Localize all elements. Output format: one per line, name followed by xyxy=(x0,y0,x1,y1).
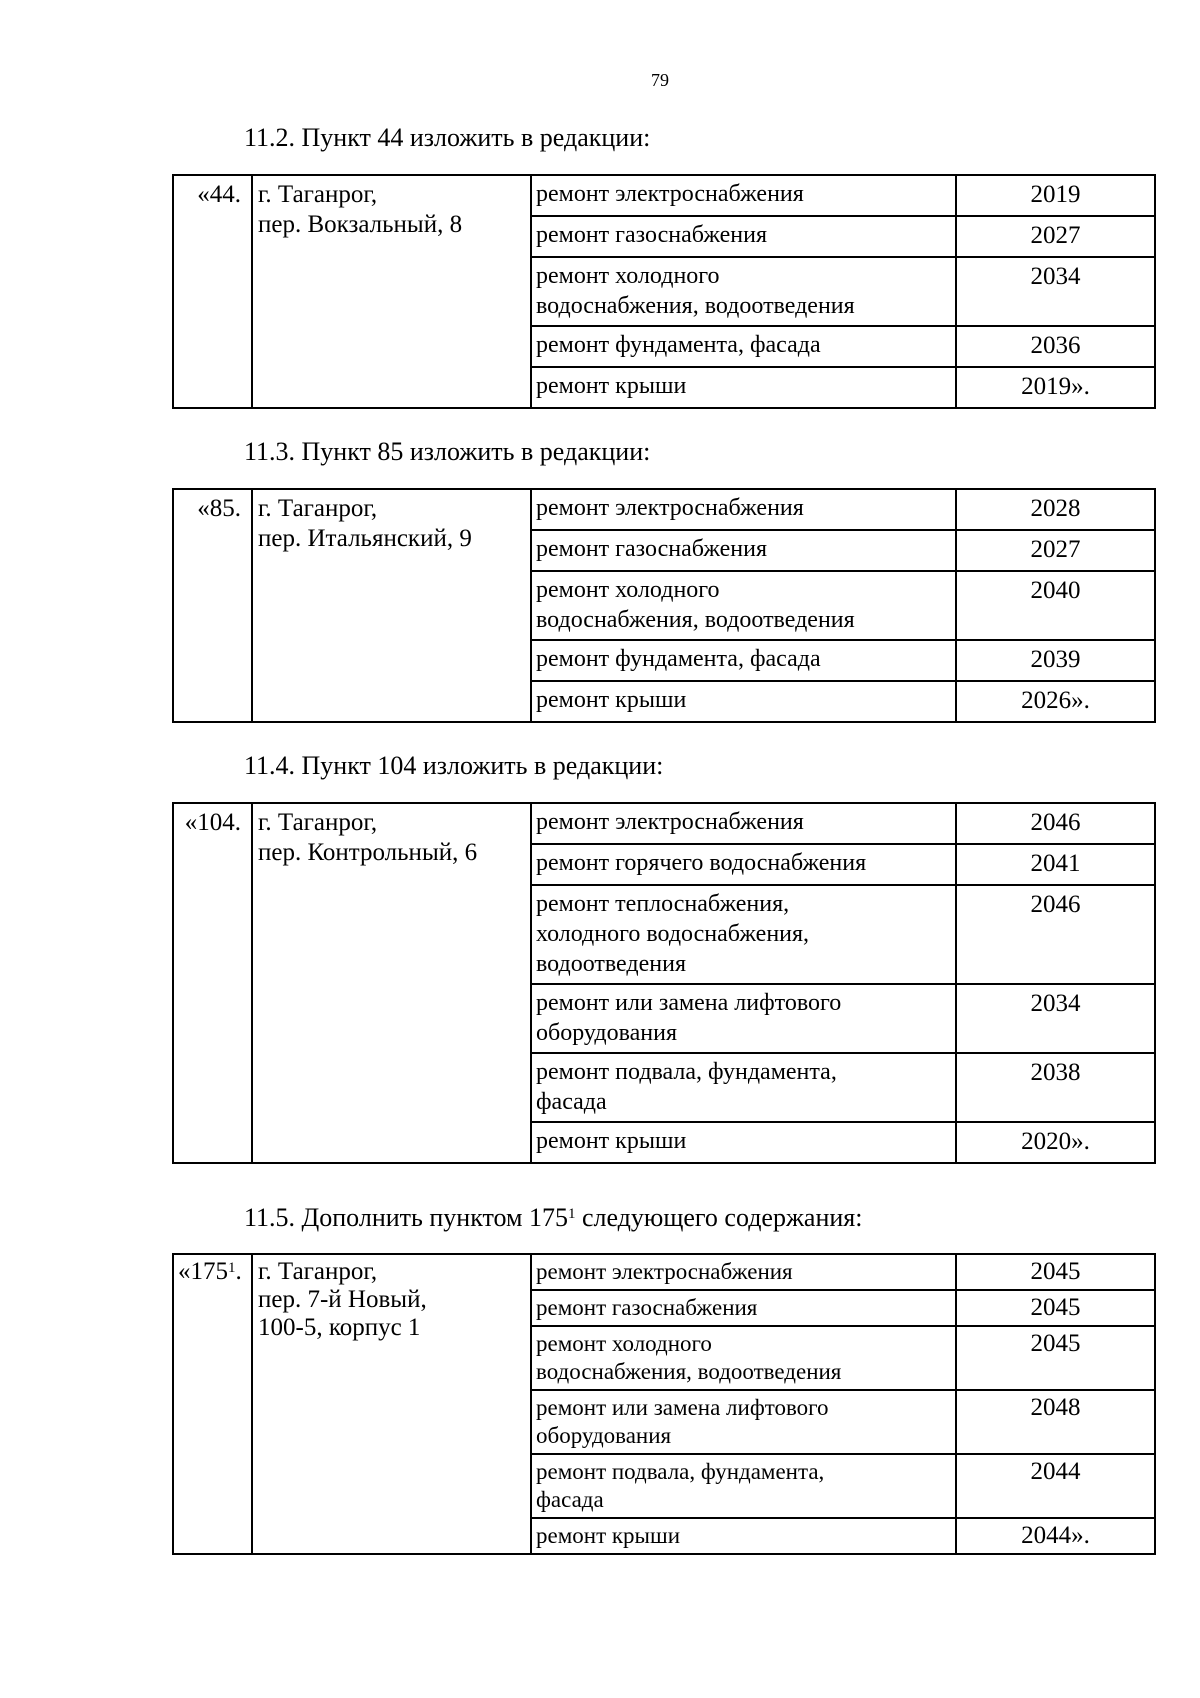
year-cell: 2019 xyxy=(956,175,1155,216)
work-type-line: ремонт крыши xyxy=(536,1128,687,1154)
work-type-cell xyxy=(531,1290,956,1326)
work-type-cell xyxy=(531,681,956,722)
work-type-cell xyxy=(531,257,956,326)
work-type-cell xyxy=(531,1518,956,1554)
table-row xyxy=(173,803,1155,844)
work-type-cell xyxy=(531,367,956,408)
address-line: пер. 7-й Новый, xyxy=(258,1286,427,1313)
work-type-line: водоснабжения, водоотведения xyxy=(536,293,855,319)
year-cell: 2048 xyxy=(956,1390,1155,1454)
work-type-cell xyxy=(531,844,956,885)
year-cell: 2044». xyxy=(956,1518,1155,1554)
work-type-cell xyxy=(531,216,956,257)
year-cell: 2027 xyxy=(956,530,1155,571)
work-type-line: ремонт горячего водоснабжения xyxy=(536,850,867,876)
work-type-cell xyxy=(531,530,956,571)
address-line: г. Таганрог, xyxy=(258,1258,378,1285)
work-type-line: оборудования xyxy=(536,1020,677,1046)
year-cell: 2038 xyxy=(956,1053,1155,1122)
work-type-cell xyxy=(531,1254,956,1290)
work-type-cell xyxy=(531,489,956,530)
item-number: «175 xyxy=(178,1258,228,1285)
work-type-line: водоснабжения, водоотведения xyxy=(536,607,855,633)
work-type-cell xyxy=(531,984,956,1053)
address-line: пер. Итальянский, 9 xyxy=(258,525,472,552)
section-heading xyxy=(244,1203,862,1233)
amendment-table xyxy=(172,802,1156,1164)
work-type-line: ремонт крыши xyxy=(536,687,687,713)
item-number-superscript: 1 xyxy=(228,1260,236,1276)
amendment-table xyxy=(172,174,1156,409)
work-type-cell xyxy=(531,1053,956,1122)
work-type-line: холодного водоснабжения, xyxy=(536,921,810,947)
address-cell xyxy=(252,803,531,1163)
work-type-cell xyxy=(531,803,956,844)
work-type-line: ремонт крыши xyxy=(536,373,687,399)
work-type-line: ремонт подвала, фундамента, xyxy=(536,1459,825,1484)
address-cell xyxy=(252,1254,531,1554)
address-line: г. Таганрог, xyxy=(258,809,378,836)
work-type-cell xyxy=(531,1454,956,1518)
item-number: «85. xyxy=(197,495,241,522)
work-type-line: ремонт электроснабжения xyxy=(536,809,804,835)
year-cell: 2020». xyxy=(956,1122,1155,1163)
page-number: 79 xyxy=(651,70,669,90)
table-row xyxy=(173,1254,1155,1290)
work-type-line: ремонт газоснабжения xyxy=(536,1295,758,1320)
work-type-line: ремонт холодного xyxy=(536,263,720,289)
item-number-cell xyxy=(173,1254,252,1554)
work-type-cell xyxy=(531,571,956,640)
address-line: пер. Вокзальный, 8 xyxy=(258,211,463,238)
heading-text: следующего содержания: xyxy=(575,1203,863,1232)
year-cell: 2040 xyxy=(956,571,1155,640)
year-cell: 2046 xyxy=(956,885,1155,984)
table-row xyxy=(173,489,1155,530)
work-type-line: ремонт фундамента, фасада xyxy=(536,332,821,358)
work-type-line: ремонт фундамента, фасада xyxy=(536,646,821,672)
address-cell xyxy=(252,489,531,722)
work-type-cell xyxy=(531,640,956,681)
address-line: пер. Контрольный, 6 xyxy=(258,839,478,866)
work-type-cell xyxy=(531,175,956,216)
year-cell: 2027 xyxy=(956,216,1155,257)
work-type-line: оборудования xyxy=(536,1423,672,1448)
table-row xyxy=(173,175,1155,216)
work-type-line: ремонт подвала, фундамента, xyxy=(536,1059,837,1085)
item-number-cell xyxy=(173,175,252,408)
address-line: г. Таганрог, xyxy=(258,181,378,208)
work-type-line: водоотведения xyxy=(536,951,686,977)
heading-superscript: 1 xyxy=(567,1206,576,1222)
year-cell: 2045 xyxy=(956,1290,1155,1326)
work-type-line: фасада xyxy=(536,1487,604,1512)
item-number: «44. xyxy=(197,181,241,208)
year-cell: 2026». xyxy=(956,681,1155,722)
item-number-cell xyxy=(173,803,252,1163)
year-cell: 2036 xyxy=(956,326,1155,367)
work-type-line: ремонт электроснабжения xyxy=(536,1259,793,1284)
year-cell: 2019». xyxy=(956,367,1155,408)
work-type-line: ремонт или замена лифтового xyxy=(536,990,842,1016)
work-type-line: ремонт холодного xyxy=(536,1331,712,1356)
work-type-cell xyxy=(531,885,956,984)
item-number: «104. xyxy=(184,809,241,836)
amendment-table xyxy=(172,1253,1156,1555)
work-type-line: ремонт газоснабжения xyxy=(536,536,768,562)
work-type-cell xyxy=(531,1122,956,1163)
heading-text: 11.5. Дополнить пунктом 175 xyxy=(244,1203,568,1232)
year-cell: 2041 xyxy=(956,844,1155,885)
year-cell: 2045 xyxy=(956,1326,1155,1390)
work-type-line: ремонт холодного xyxy=(536,577,720,603)
address-line: 100-5, корпус 1 xyxy=(258,1314,421,1341)
amendment-table xyxy=(172,488,1156,723)
work-type-line: ремонт электроснабжения xyxy=(536,495,804,521)
address-cell xyxy=(252,175,531,408)
section-heading: 11.3. Пункт 85 изложить в редакции: xyxy=(244,437,651,466)
year-cell: 2034 xyxy=(956,984,1155,1053)
item-number-cell xyxy=(173,489,252,722)
year-cell: 2044 xyxy=(956,1454,1155,1518)
work-type-line: ремонт или замена лифтового xyxy=(536,1395,829,1420)
work-type-line: водоснабжения, водоотведения xyxy=(536,1359,842,1384)
year-cell: 2039 xyxy=(956,640,1155,681)
work-type-cell xyxy=(531,326,956,367)
work-type-line: ремонт крыши xyxy=(536,1523,681,1548)
year-cell: 2028 xyxy=(956,489,1155,530)
section-heading: 11.2. Пункт 44 изложить в редакции: xyxy=(244,123,651,152)
year-cell: 2046 xyxy=(956,803,1155,844)
year-cell: 2045 xyxy=(956,1254,1155,1290)
work-type-line: ремонт электроснабжения xyxy=(536,181,804,207)
address-line: г. Таганрог, xyxy=(258,495,378,522)
year-cell: 2034 xyxy=(956,257,1155,326)
work-type-line: ремонт теплоснабжения, xyxy=(536,891,790,917)
item-number-suffix: . xyxy=(235,1258,242,1285)
work-type-line: ремонт газоснабжения xyxy=(536,222,768,248)
work-type-cell xyxy=(531,1390,956,1454)
work-type-line: фасада xyxy=(536,1089,607,1115)
work-type-cell xyxy=(531,1326,956,1390)
section-heading: 11.4. Пункт 104 изложить в редакции: xyxy=(244,751,664,780)
